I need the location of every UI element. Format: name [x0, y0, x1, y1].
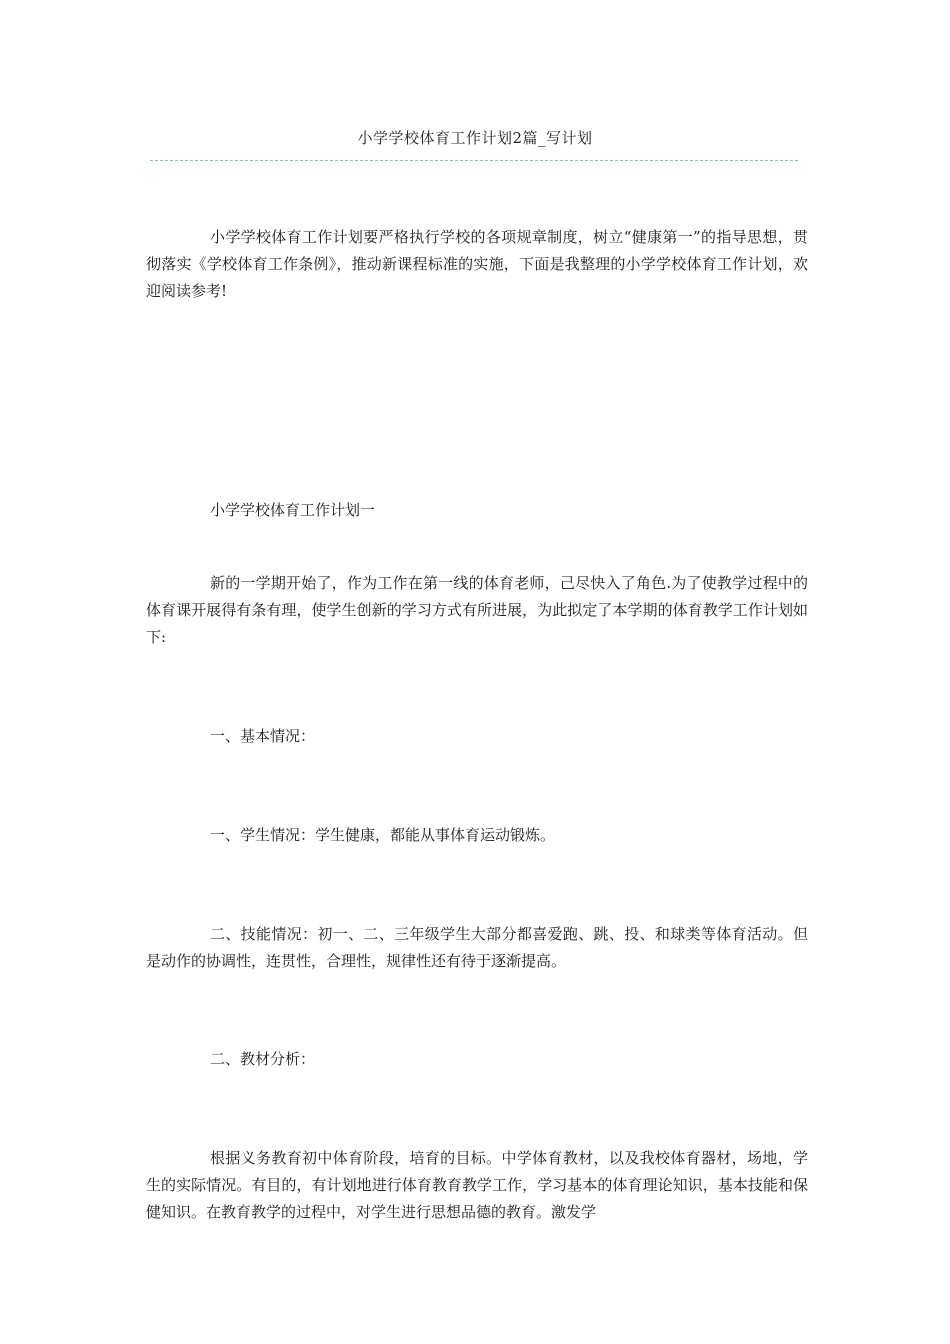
heading-basic-situation: 一、基本情况： [210, 727, 316, 745]
document-title: 小学学校体育工作计划2篇_写计划 [357, 129, 593, 147]
title-divider [150, 160, 798, 161]
paragraph-1: 新的一学期开始了，作为工作在第一线的体育老师，己尽快入了角色.为了使教学过程中的体育课开展得有条有理，使学生创新的学习方式有所进展，为此拟定了本学期的体育教学工作计划如下: [146, 574, 808, 646]
item-skill-situation: 二、技能情况：初一、二、三年级学生大部分都喜爱跑、跳、投、和球类等体育活动。但是动作的协调性，连贯性，合理性，规律性还有待于逐渐提高。 [146, 925, 808, 970]
heading-textbook-analysis: 二、教材分析： [210, 1050, 316, 1068]
paragraph-2: 根据义务教育初中体育阶段，培育的目标。中学体育教材，以及我校体育器材，场地，学生的实际情况。有目的，有计划地进行体育教育教学工作，学习基本的体育理论知识，基本技能和保健知识。在教育教学的过程中，对学生进行思想品德的教育。激发学 [146, 1149, 808, 1221]
intro-paragraph: 小学学校体育工作计划要严格执行学校的各项规章制度，树立“健康第一”的指导思想，贯彻落实《学校体育工作条例》，推动新课程标准的实施，下面是我整理的小学学校体育工作计划，欢迎阅读参考! [146, 228, 808, 300]
item-student-situation: 一、学生情况：学生健康，都能从事体育运动锻炼。 [210, 826, 556, 844]
section-title: 小学学校体育工作计划一 [210, 501, 376, 519]
